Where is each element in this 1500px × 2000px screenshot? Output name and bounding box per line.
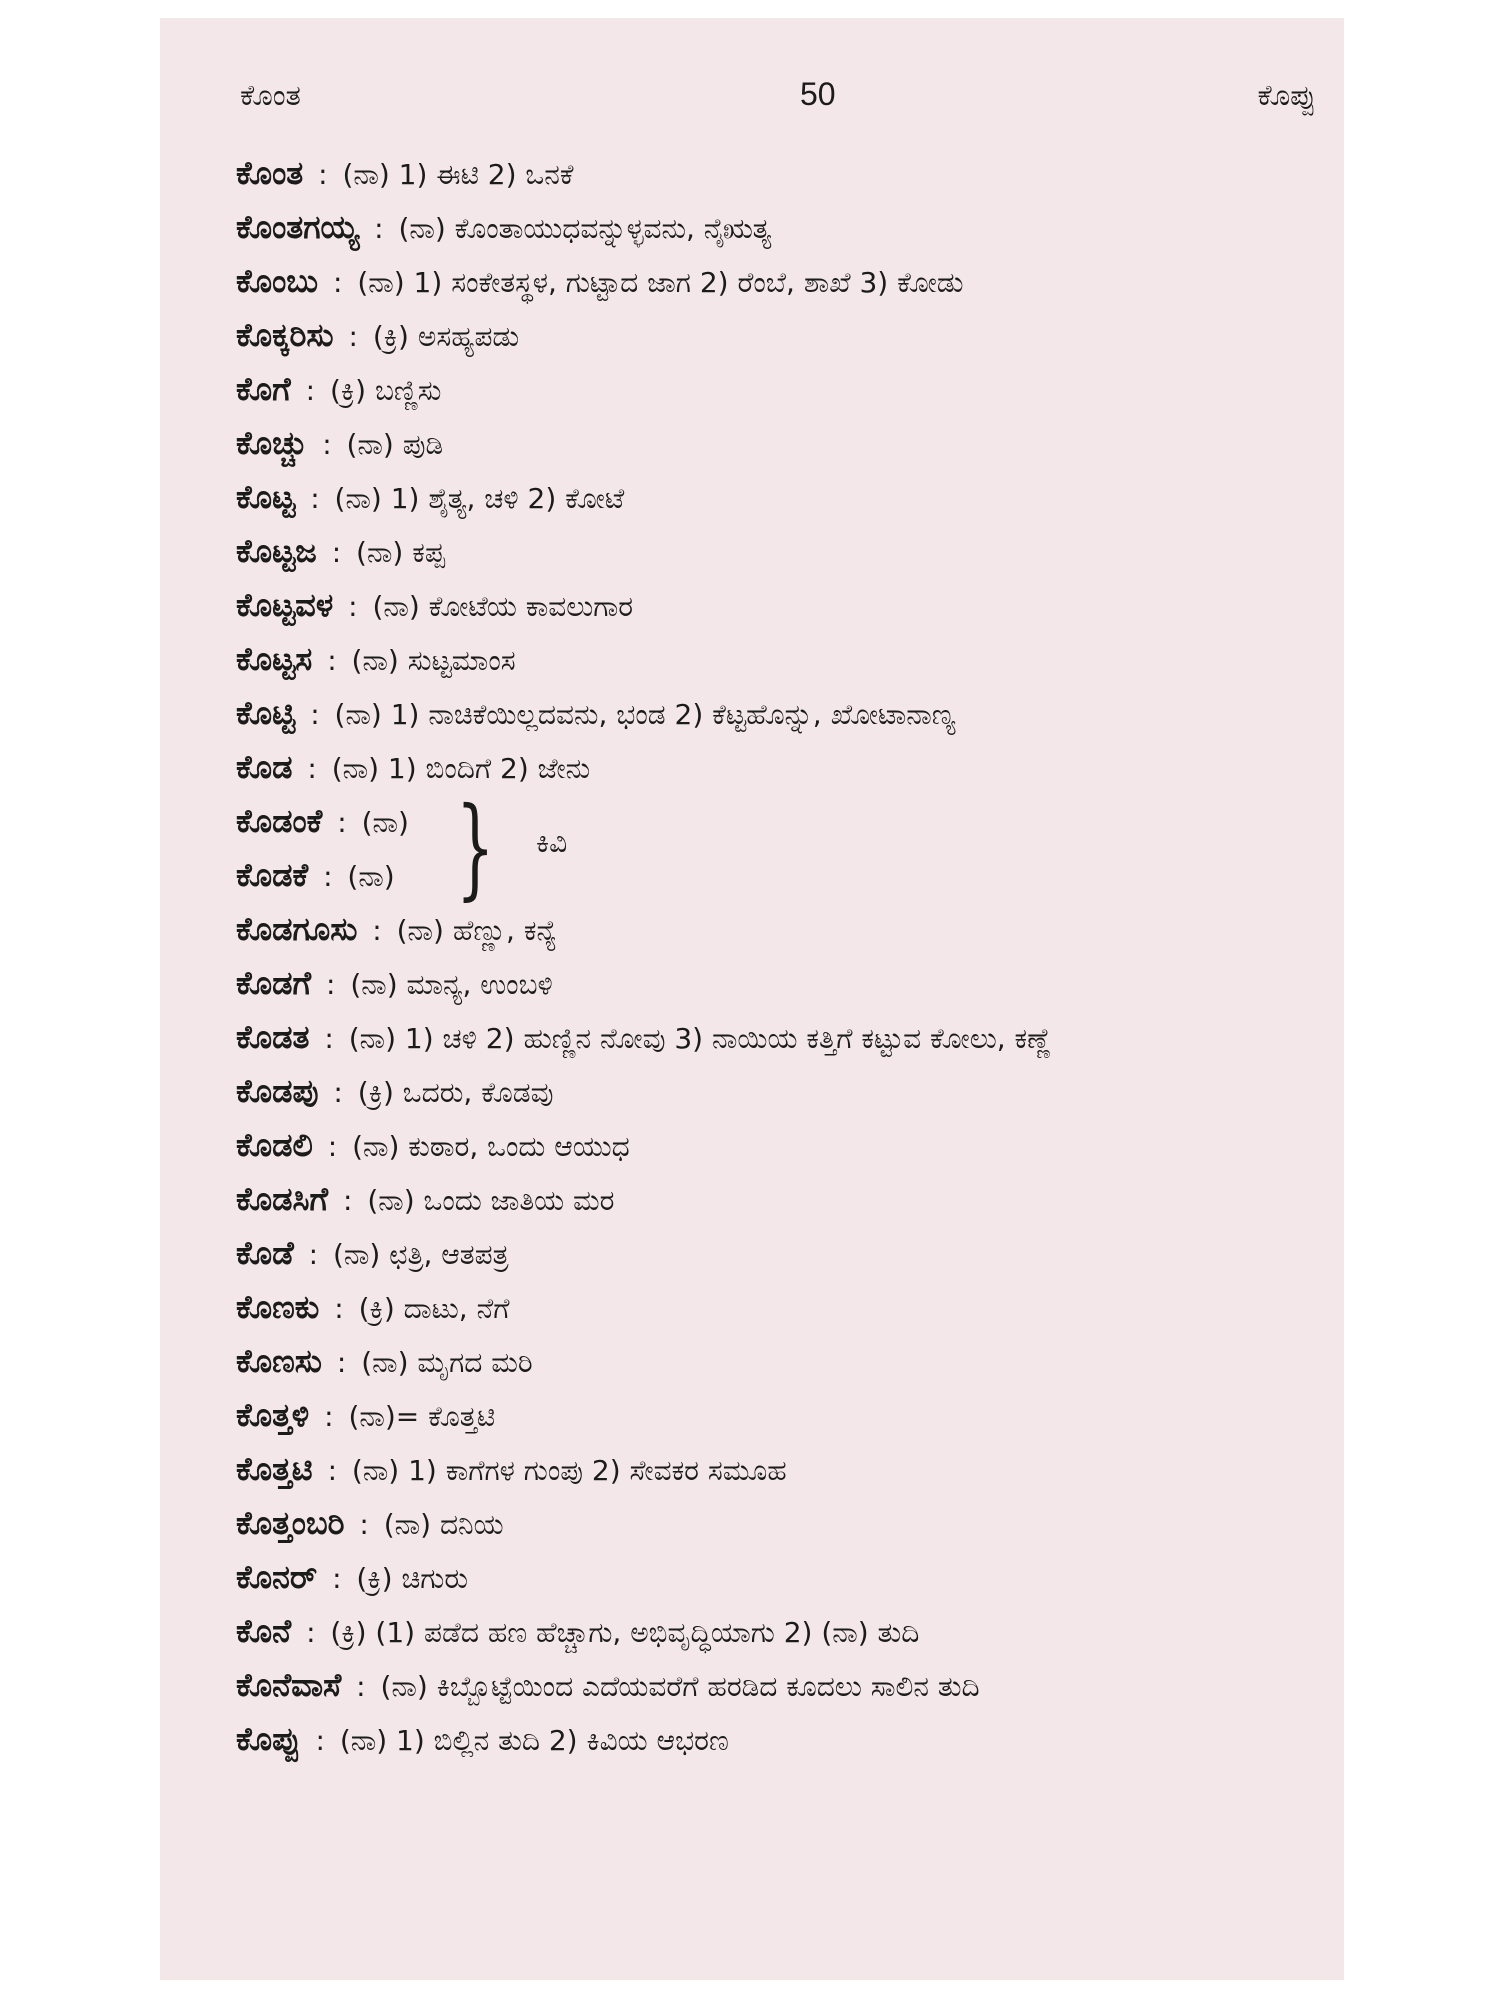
- dictionary-entry: ಕೊಟ್ಟವಳ : (ನಾ) ಕೋಟೆಯ ಕಾವಲುಗಾರ: [236, 586, 634, 624]
- entry-definition: (ಕ್ರಿ) ದಾಟು, ನೆಗೆ: [358, 1292, 510, 1325]
- entry-term: ಕೊಪ್ಪು: [236, 1720, 301, 1758]
- dictionary-entry: ಕೊತ್ತಟಿ : (ನಾ) 1) ಕಾಗೆಗಳ ಗುಂಪು 2) ಸೇವಕರ ಸಮೂಹ: [236, 1450, 787, 1488]
- entry-definition: (ನಾ) 1) ಕಾಗೆಗಳ ಗುಂಪು 2) ಸೇವಕರ ಸಮೂಹ: [351, 1454, 787, 1487]
- dictionary-entry: ಕೊಡಗೂಸು : (ನಾ) ಹೆಣ್ಣು, ಕನ್ಯೆ: [236, 910, 558, 948]
- entry-term: ಕೊಟ್ಟಸ: [236, 640, 313, 678]
- entry-term: ಕೊಣಕು: [236, 1288, 320, 1326]
- entry-definition: (ಕ್ರಿ) ಒದರು, ಕೊಡವು: [357, 1076, 554, 1109]
- dictionary-entry: ಕೊಗೆ : (ಕ್ರಿ) ಬಣ್ಣಿಸು: [236, 370, 442, 408]
- entry-definition: (ನಾ) ಸುಟ್ಟಮಾಂಸ: [351, 644, 516, 677]
- dictionary-entry: ಕೊಂತ : (ನಾ) 1) ಈಟಿ 2) ಒನಕೆ: [236, 154, 574, 192]
- entry-term: ಕೊಡಪು: [236, 1072, 319, 1110]
- entry-definition: (ನಾ) ಮೃಗದ ಮರಿ: [361, 1346, 533, 1379]
- dictionary-entry: ಕೊನೆವಾಸೆ : (ನಾ) ಕಿಬ್ಬೊಟ್ಟೆಯಿಂದ ಎದೆಯವರೆಗೆ ಹರಡಿದ ಕೂದಲು ಸಾಲಿನ ತುದಿ: [236, 1666, 980, 1704]
- entry-definition: (ಕ್ರಿ) ಚಿಗುರು: [356, 1562, 469, 1595]
- entry-term: ಕೊಕ್ಕರಿಸು: [236, 316, 334, 354]
- entry-definition: (ನಾ) 1) ನಾಚಿಕೆಯಿಲ್ಲದವನು, ಭಂಡ 2) ಕೆಟ್ಟಹೊನ್ನು, ಖೋಟಾನಾಣ್ಯ: [334, 698, 956, 731]
- entry-definition: (ನಾ) ಕುಠಾರ, ಒಂದು ಆಯುಧ: [352, 1130, 630, 1163]
- entry-definition: (ನಾ) ಪುಡಿ: [346, 428, 444, 461]
- dictionary-entry: ಕೊಡಸಿಗೆ : (ನಾ) ಒಂದು ಜಾತಿಯ ಮರ: [236, 1180, 615, 1218]
- entry-term: ಕೊಡಲಿ: [236, 1126, 313, 1164]
- dictionary-entry: ಕೊಡತ : (ನಾ) 1) ಚಳಿ 2) ಹುಣ್ಣಿನ ನೋವು 3) ನಾಯಿಯ ಕತ್ತಿಗೆ ಕಟ್ಟುವ ಕೋಲು, ಕಣ್ಣೆ: [236, 1018, 1052, 1056]
- entry-definition: (ನಾ) 1) ಚಳಿ 2) ಹುಣ್ಣಿನ ನೋವು 3) ನಾಯಿಯ ಕತ್ತಿಗೆ ಕಟ್ಟುವ ಕೋಲು, ಕಣ್ಣೆ: [348, 1022, 1052, 1055]
- entry-term: ಕೊಡಂಕೆ: [236, 802, 323, 840]
- entry-definition: (ನಾ) ಕೋಟೆಯ ಕಾವಲುಗಾರ: [372, 590, 634, 623]
- entry-term: ಕೊಗೆ: [236, 370, 291, 408]
- entry-term: ಕೊನರ್: [236, 1558, 318, 1596]
- dictionary-entry: ಕೊಡಂಕೆ : (ನಾ): [236, 802, 409, 840]
- entry-definition: (ನಾ) ಮಾನ್ಯ, ಉಂಬಳಿ: [350, 968, 553, 1001]
- dictionary-entry: ಕೊಡಲಿ : (ನಾ) ಕುಠಾರ, ಒಂದು ಆಯುಧ: [236, 1126, 630, 1164]
- entry-term: ಕೊಡಕೆ: [236, 856, 309, 894]
- dictionary-entry: ಕೊತ್ತಂಬರಿ : (ನಾ) ದನಿಯ: [236, 1504, 504, 1542]
- dictionary-entry: ಕೊತ್ತಳಿ : (ನಾ)= ಕೊತ್ತಟಿ: [236, 1396, 496, 1434]
- dictionary-entry: ಕೊಟ್ಟಸ : (ನಾ) ಸುಟ್ಟಮಾಂಸ: [236, 640, 516, 678]
- entry-definition: (ನಾ) ಕಿಬ್ಬೊಟ್ಟೆಯಿಂದ ಎದೆಯವರೆಗೆ ಹರಡಿದ ಕೂದಲು ಸಾಲಿನ ತುದಿ: [380, 1670, 980, 1703]
- entry-term: ಕೊಡಗೂಸು: [236, 910, 358, 948]
- entry-term: ಕೊಡತ: [236, 1018, 310, 1056]
- entry-definition: (ಕ್ರಿ) ಬಣ್ಣಿಸು: [329, 374, 442, 407]
- entry-term: ಕೊಟ್ಟ: [236, 478, 296, 516]
- entry-term: ಕೊಂಬು: [236, 262, 319, 300]
- dictionary-entry: ಕೊಣಕು : (ಕ್ರಿ) ದಾಟು, ನೆಗೆ: [236, 1288, 510, 1326]
- entry-term: ಕೊಟ್ಟವಳ: [236, 586, 334, 624]
- dictionary-entry: ಕೊನೆ : (ಕ್ರಿ) (1) ಪಡೆದ ಹಣ ಹೆಚ್ಚಾಗು, ಅಭಿವೃದ್ಧಿಯಾಗು 2) (ನಾ) ತುದಿ: [236, 1612, 920, 1650]
- dictionary-entry: ಕೊಡೆ : (ನಾ) ಛತ್ರಿ, ಆತಪತ್ರ: [236, 1234, 509, 1272]
- dictionary-entry: ಕೊಣಸು : (ನಾ) ಮೃಗದ ಮರಿ: [236, 1342, 533, 1380]
- entry-definition: (ನಾ) ಹೆಣ್ಣು, ಕನ್ಯೆ: [396, 914, 558, 947]
- dictionary-page: [160, 18, 1344, 1980]
- entry-definition: (ಕ್ರಿ) (1) ಪಡೆದ ಹಣ ಹೆಚ್ಚಾಗು, ಅಭಿವೃದ್ಧಿಯಾಗು 2) (ನಾ) ತುದಿ: [330, 1616, 920, 1649]
- entry-term: ಕೊಟ್ಟಿ: [236, 694, 296, 732]
- entry-term: ಕೊತ್ತಂಬರಿ: [236, 1504, 345, 1542]
- dictionary-entry: ಕೊಂತಗಯ್ಯ : (ನಾ) ಕೊಂತಾಯುಧವನ್ನುಳ್ಳವನು, ನೈಋತ್ಯ: [236, 208, 772, 246]
- dictionary-entry: ಕೊಡಗೆ : (ನಾ) ಮಾನ್ಯ, ಉಂಬಳಿ: [236, 964, 553, 1002]
- entry-term: ಕೊಂತಗಯ್ಯ: [236, 208, 360, 246]
- dictionary-entry: ಕೊಂಬು : (ನಾ) 1) ಸಂಕೇತಸ್ಥಳ, ಗುಟ್ಟಾದ ಜಾಗ 2) ರೆಂಬೆ, ಶಾಖೆ 3) ಕೋಡು: [236, 262, 964, 300]
- page-number: 50: [800, 76, 836, 112]
- entry-definition: (ನಾ) 1) ಈಟಿ 2) ಒನಕೆ: [342, 158, 574, 191]
- entry-term: ಕೊಡೆ: [236, 1234, 294, 1272]
- dictionary-entry: ಕೊಡಕೆ : (ನಾ): [236, 856, 395, 894]
- entry-definition: (ನಾ) 1) ಬಿಲ್ಲಿನ ತುದಿ 2) ಕಿವಿಯ ಆಭರಣ: [339, 1724, 729, 1757]
- entry-term: ಕೊಂತ: [236, 154, 304, 192]
- entry-definition: (ಕ್ರಿ) ಅಸಹ್ಯಪಡು: [372, 320, 520, 353]
- page-header: [240, 64, 1316, 120]
- dictionary-entry: ಕೊಟ್ಟ : (ನಾ) 1) ಶೈತ್ಯ, ಚಳಿ 2) ಕೋಟೆ: [236, 478, 625, 516]
- dictionary-entry: ಕೊಚ್ಚು : (ನಾ) ಪುಡಿ: [236, 424, 444, 462]
- entry-definition: (ನಾ): [361, 806, 409, 839]
- entry-list: [236, 146, 1314, 1766]
- grouped-entries: [236, 783, 1314, 911]
- dictionary-entry: ಕೊಟ್ಟಿ : (ನಾ) 1) ನಾಚಿಕೆಯಿಲ್ಲದವನು, ಭಂಡ 2) ಕೆಟ್ಟಹೊನ್ನು, ಖೋಟಾನಾಣ್ಯ: [236, 694, 956, 732]
- dictionary-entry: ಕೊನರ್ : (ಕ್ರಿ) ಚಿಗುರು: [236, 1558, 469, 1596]
- header-first-word: ಕೊಂತ: [240, 78, 301, 112]
- right-brace-icon: }: [456, 783, 495, 911]
- entry-definition: (ನಾ) 1) ಸಂಕೇತಸ್ಥಳ, ಗುಟ್ಟಾದ ಜಾಗ 2) ರೆಂಬೆ, ಶಾಖೆ 3) ಕೋಡು: [357, 266, 964, 299]
- entry-term: ಕೊತ್ತಟಿ: [236, 1450, 313, 1488]
- dictionary-entry: ಕೊಡ : (ನಾ) 1) ಬಿಂದಿಗೆ 2) ಜೇನು: [236, 748, 591, 786]
- entry-term: ಕೊನೆವಾಸೆ: [236, 1666, 342, 1704]
- entry-term: ಕೊತ್ತಳಿ: [236, 1396, 310, 1434]
- entry-term: ಕೊಣಸು: [236, 1342, 322, 1380]
- dictionary-entry: ಕೊಕ್ಕರಿಸು : (ಕ್ರಿ) ಅಸಹ್ಯಪಡು: [236, 316, 520, 354]
- header-last-word: ಕೊಪ್ಪು: [1257, 78, 1316, 112]
- entry-definition: (ನಾ) ಕೊಂತಾಯುಧವನ್ನುಳ್ಳವನು, ನೈಋತ್ಯ: [398, 212, 772, 245]
- entry-term: ಕೊಡಸಿಗೆ: [236, 1180, 329, 1218]
- entry-term: ಕೊಡಗೆ: [236, 964, 312, 1002]
- entry-definition: (ನಾ) ಕಪ್ಪ: [356, 536, 445, 569]
- entry-definition: (ನಾ): [347, 860, 395, 893]
- entry-definition: (ನಾ) ದನಿಯ: [383, 1508, 504, 1541]
- shared-definition: ಕಿವಿ: [536, 826, 568, 859]
- entry-definition: (ನಾ) ಒಂದು ಜಾತಿಯ ಮರ: [367, 1184, 615, 1217]
- entry-term: ಕೊಡ: [236, 748, 293, 786]
- entry-definition: (ನಾ) ಛತ್ರಿ, ಆತಪತ್ರ: [333, 1238, 509, 1271]
- entry-definition: (ನಾ) 1) ಶೈತ್ಯ, ಚಳಿ 2) ಕೋಟೆ: [334, 482, 625, 515]
- dictionary-entry: ಕೊಡಪು : (ಕ್ರಿ) ಒದರು, ಕೊಡವು: [236, 1072, 554, 1110]
- entry-definition: (ನಾ) 1) ಬಿಂದಿಗೆ 2) ಜೇನು: [331, 752, 591, 785]
- entry-term: ಕೊಟ್ಟಜ: [236, 532, 317, 570]
- entry-definition: (ನಾ)= ಕೊತ್ತಟಿ: [348, 1400, 496, 1433]
- entry-term: ಕೊಚ್ಚು: [236, 424, 308, 462]
- dictionary-entry: ಕೊಪ್ಪು : (ನಾ) 1) ಬಿಲ್ಲಿನ ತುದಿ 2) ಕಿವಿಯ ಆಭರಣ: [236, 1720, 729, 1758]
- dictionary-entry: ಕೊಟ್ಟಜ : (ನಾ) ಕಪ್ಪ: [236, 532, 445, 570]
- entry-term: ಕೊನೆ: [236, 1612, 292, 1650]
